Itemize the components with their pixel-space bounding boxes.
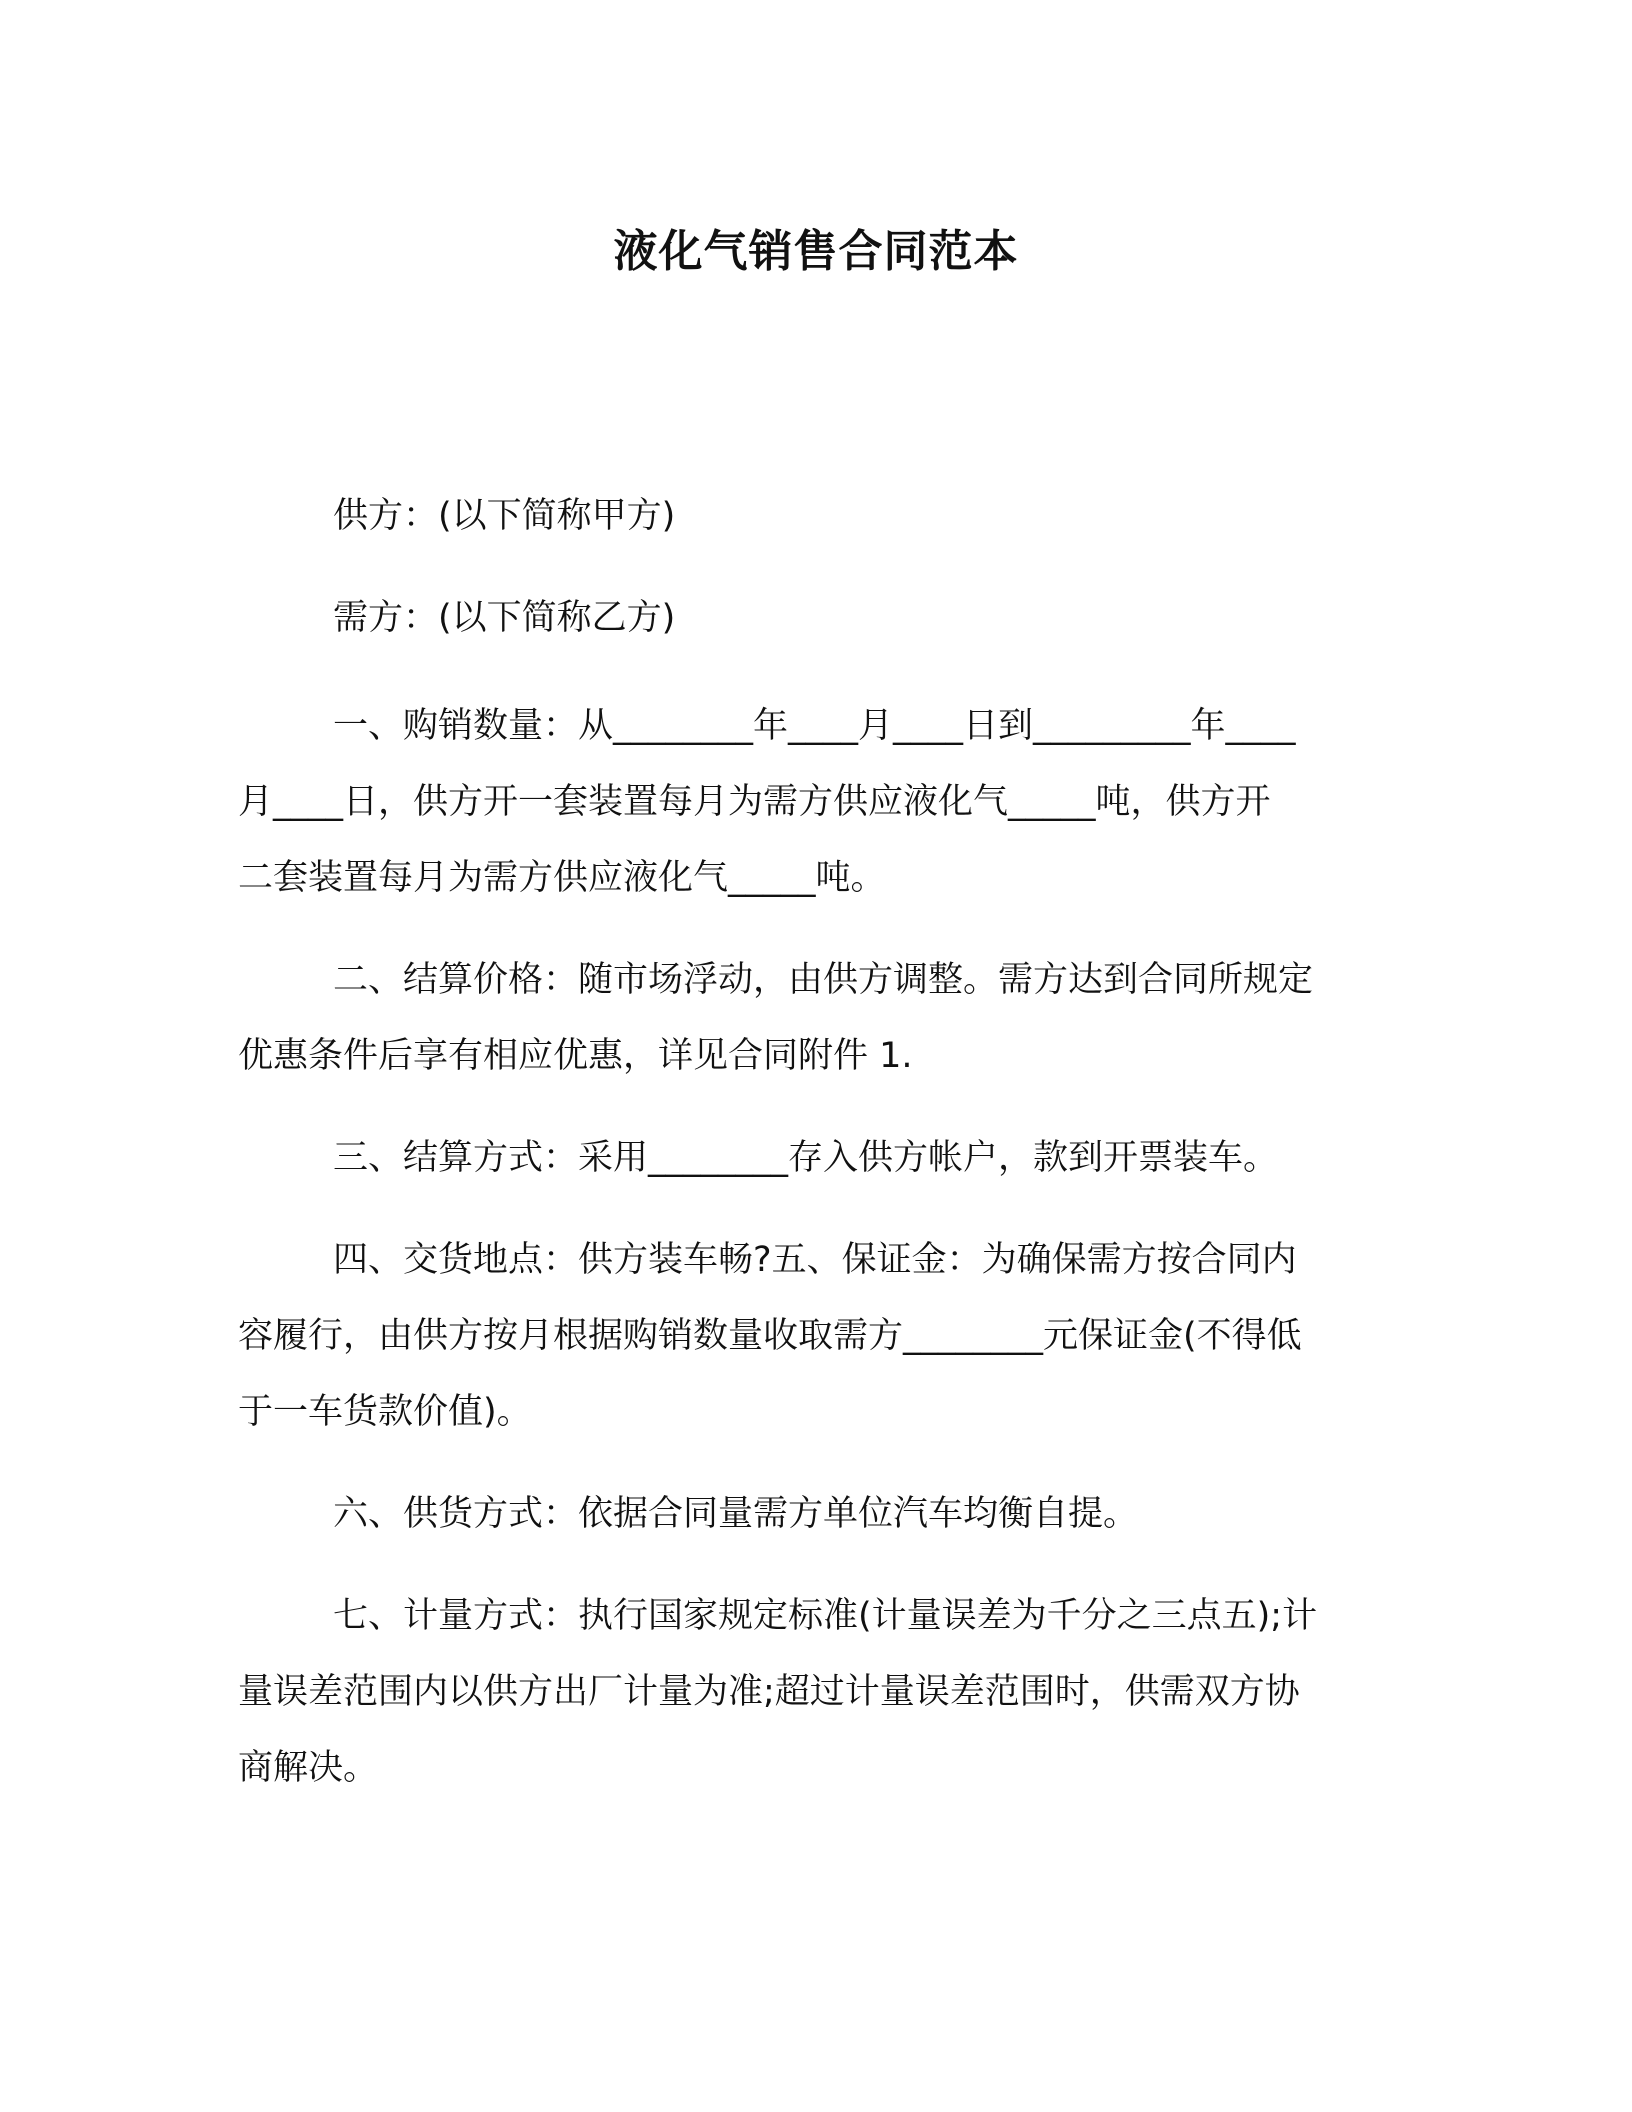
clause-7-line-2: 量误差范围内以供方出厂计量为准;超过计量误差范围时，供需双方协 [238,1672,1300,1712]
clause-1-line-1: 一、购销数量：从________年____月____日到_________年____ [333,706,1296,746]
clause-6-line-1: 六、供货方式：依据合同量需方单位汽车均衡自提。 [333,1494,1139,1534]
clause-2-line-2: 优惠条件后享有相应优惠，详见合同附件 1. [238,1036,913,1076]
clause-1-line-3: 二套装置每月为需方供应液化气_____吨。 [238,858,886,898]
clause-7-line-3: 商解决。 [238,1748,379,1788]
clause-7-line-1: 七、计量方式：执行国家规定标准(计量误差为千分之三点五);计 [333,1596,1318,1636]
buyer-line: 需方：(以下简称乙方) [333,598,676,638]
clause-4-5-line-1: 四、交货地点：供方装车畅?五、保证金：为确保需方按合同内 [333,1240,1297,1280]
clause-2-line-1: 二、结算价格：随市场浮动，由供方调整。需方达到合同所规定 [333,960,1314,1000]
clause-3-line-1: 三、结算方式：采用________存入供方帐户，款到开票装车。 [333,1138,1279,1178]
document-title: 液化气销售合同范本 [613,226,1019,277]
clause-4-5-line-2: 容履行，由供方按月根据购销数量收取需方________元保证金(不得低 [238,1316,1302,1356]
clause-1-line-2: 月____日，供方开一套装置每月为需方供应液化气_____吨，供方开 [238,782,1271,822]
clause-4-5-line-3: 于一车货款价值)。 [238,1392,532,1432]
supplier-line: 供方：(以下简称甲方) [333,496,676,536]
